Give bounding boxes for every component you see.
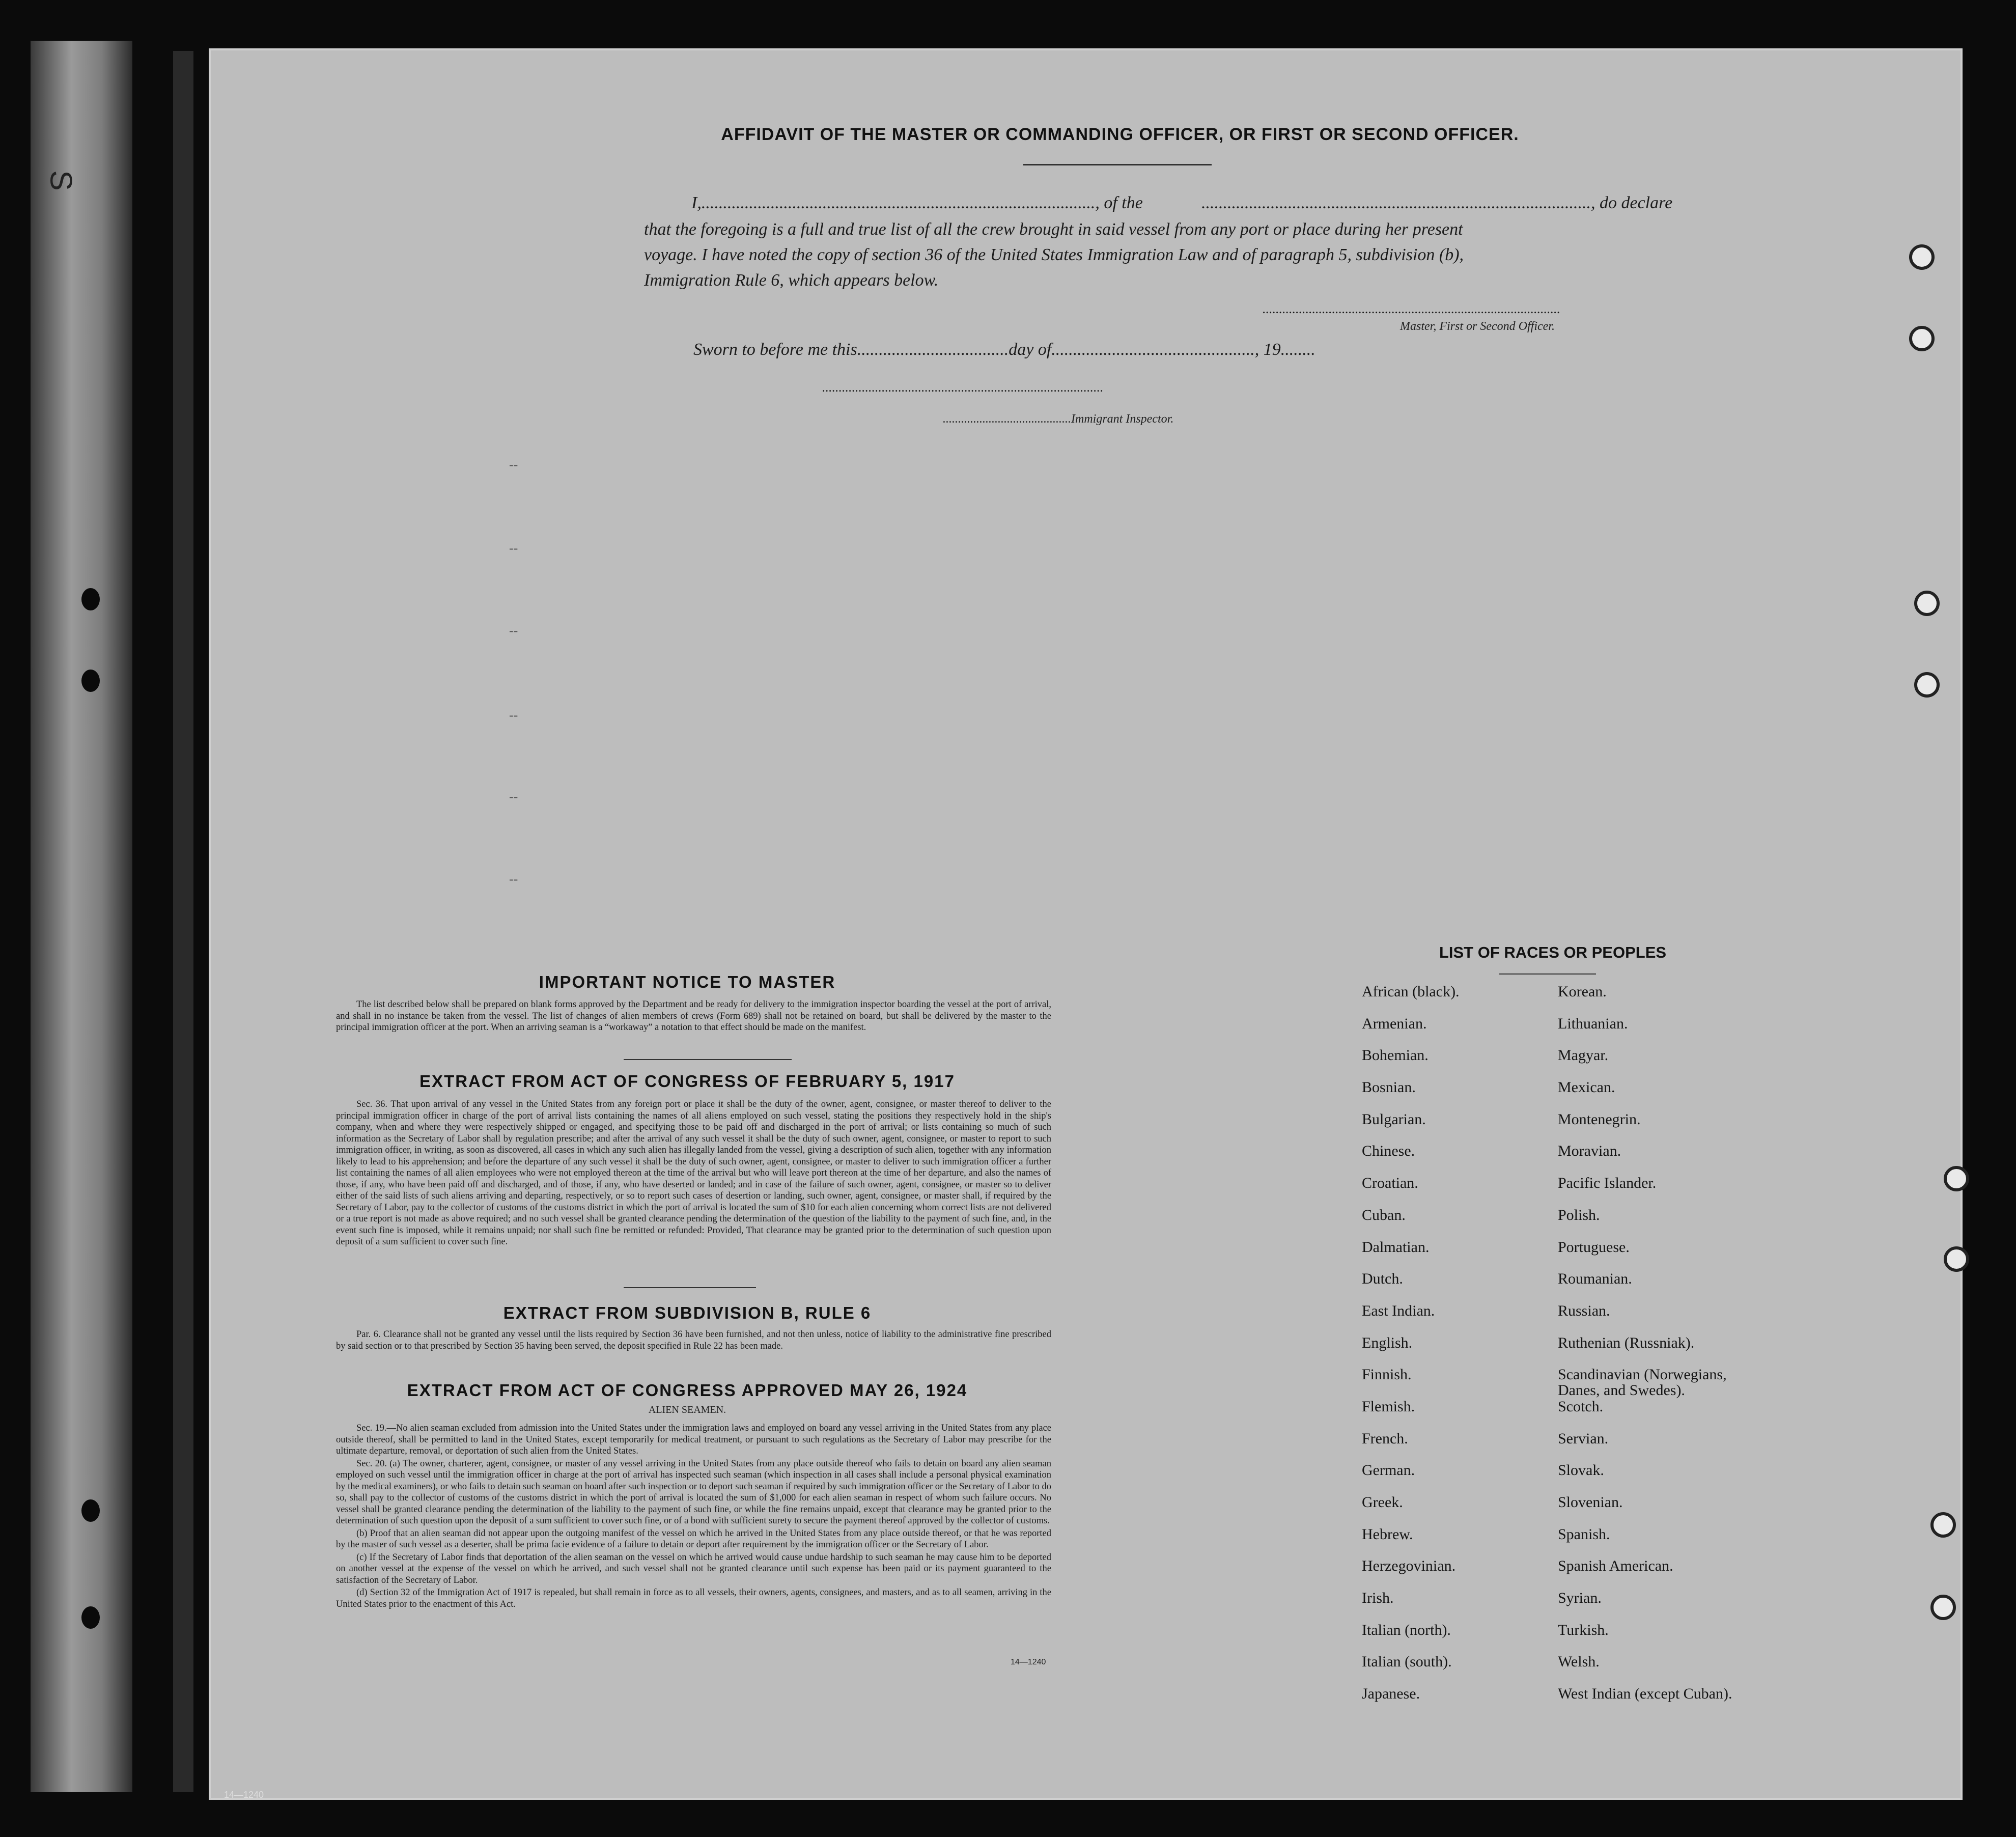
section-rule xyxy=(624,1287,756,1288)
race-item: Bohemian. xyxy=(1362,1047,1429,1064)
race-item: Ruthenian (Russniak). xyxy=(1558,1334,1695,1351)
title-rule xyxy=(1023,164,1212,165)
sworn-line: Sworn to before me this...................................day of..............................................., 19........ xyxy=(693,340,1315,359)
race-item: African (black). xyxy=(1362,983,1460,1000)
race-item: Herzegovinian. xyxy=(1362,1557,1456,1575)
race-item: Bosnian. xyxy=(1362,1079,1416,1096)
races-right-column xyxy=(1558,984,1792,1718)
punch-hole xyxy=(1909,326,1935,351)
binding-mark: S xyxy=(44,170,78,191)
race-item: Slovenian. xyxy=(1558,1494,1623,1511)
race-item: Roumanian. xyxy=(1558,1270,1632,1288)
race-item: Korean. xyxy=(1558,983,1607,1000)
punch-hole xyxy=(1909,244,1935,270)
race-item: Dalmatian. xyxy=(1362,1238,1430,1256)
affidavit-line2: that the foregoing is a full and true list of all the crew brought in said vessel from any port or place during her present xyxy=(644,220,1463,239)
sec20b-text: (b) Proof that an alien seaman did not appear upon the outgoing manifest of the vessel on which he arrived in the United States from any place outside thereof, or that he was reported by the master of such vessel as a deserter, shall be prima facie evidence of a failure to detain or deport after requirement by the immigration officer or the Secretary of Labor. xyxy=(336,1528,1051,1550)
race-item: Spanish American. xyxy=(1558,1557,1673,1575)
sec20d-text: (d) Section 32 of the Immigration Act of 1917 is repealed, but shall remain in force as to all vessels, their owners, agents, consignees, and masters, and as to all seamen, arriving in the United States prior to the enactment of this Act. xyxy=(336,1588,1051,1609)
notice-text: The list described below shall be prepared on blank forms approved by the Department and be ready for delivery to the immigration inspector boarding the vessel at the port of arrival, and shall in no instance be taken from the vessel. The list of changes of alien members of crews (Form 689) shall not be retained on board, but shall be delivered by the master to the principal immigration officer at the port. When an arriving seaman is a “workaway” a notation to that effect should be made on the manifest. xyxy=(336,999,1051,1033)
race-item: Armenian. xyxy=(1362,1015,1427,1032)
form-code: 14—1240 xyxy=(1011,1658,1046,1666)
punch-hole xyxy=(1930,1595,1956,1620)
race-item: Bulgarian. xyxy=(1362,1110,1426,1128)
ghost-dash: -- xyxy=(509,789,518,804)
punch-hole xyxy=(1914,591,1940,616)
races-rule xyxy=(1499,973,1596,975)
extract-1924-body xyxy=(336,1423,1051,1611)
race-item: Polish. xyxy=(1558,1206,1600,1223)
race-item: Greek. xyxy=(1362,1494,1403,1511)
race-item: Mexican. xyxy=(1558,1079,1615,1096)
sec20c-text: (c) If the Secretary of Labor finds that deportation of the alien seaman on the vessel on which he arrived would cause undue hardship to such seaman he may cause him to be deported on another vessel at the expense of the vessel on which he arrived, and such vessel shall not be granted clearance until such expense has been paid or its payment guaranteed to the satisfaction of the Secretary of Labor. xyxy=(336,1552,1051,1585)
binding-hole xyxy=(81,588,100,610)
section-rule xyxy=(624,1059,792,1060)
race-item: Moravian. xyxy=(1558,1143,1621,1160)
sec36-text: Sec. 36. That upon arrival of any vessel in the United States from any foreign port or place it shall be the duty of the owner, agent, consignee, or master thereof to deliver to the principal immigration officer in charge of the port of arrival lists containing the names of all aliens employed on such vessel, stating the positions they respectively hold in the ship's company, when and where they were respectively shipped or engaged, and specifying those to be paid off and discharged in the port of arrival; or lists containing so much of such information as the Secretary of Labor shall by regulation prescribe; and after the arrival of any such vessel it shall be the duty of such owner, agent, consignee, or master to report to such immigration officer, in writing, as soon as discovered, all cases in which any such alien has illegally landed from the vessel, giving a description of such alien, together with any information likely to lead to his apprehension; and before the departure of any such vessel it shall be the duty of such owner, agent, consignee, or master to deliver to such immigration officer a further list containing the names of all alien employees who were not employed thereon at the time of the arrival but who will leave port thereon at the time of her departure, and also the names of those, if any, who have been paid off and discharged, and of those, if any, who have deserted or landed; and in case of the failure of such owner, agent, consignee, or master so to deliver either of the said lists of such aliens arriving and departing, respectively, or so to report such cases of desertion or landing, such owner, agent, consignee, or master shall, if required by the Secretary of Labor, pay to the collector of customs of the customs district in which the port of arrival is located the sum of $10 for each alien concerning whom correct lists are not delivered or a true report is not made as above required; and no such vessel shall be granted clearance pending the determination of the question of the liability to the payment of such fine, and, in the event such fine is imposed, while it remains unpaid; nor shall such fine be remitted or refunded: Provided, That clearance may be granted prior to the determination of such question upon deposit of a sum sufficient to cover such fine. xyxy=(336,1099,1051,1247)
race-item: Syrian. xyxy=(1558,1590,1602,1607)
race-item: Magyar. xyxy=(1558,1047,1609,1064)
extract-rule6-title: EXTRACT FROM SUBDIVISION B, RULE 6 xyxy=(503,1303,872,1322)
race-item: French. xyxy=(1362,1430,1408,1447)
ghost-dash: -- xyxy=(509,457,518,472)
race-item: Lithuanian. xyxy=(1558,1015,1628,1032)
race-item: Italian (south). xyxy=(1362,1653,1452,1671)
race-item: Chinese. xyxy=(1362,1143,1415,1160)
ghost-dash: -- xyxy=(509,623,518,638)
race-item: Slovak. xyxy=(1558,1462,1604,1479)
race-item: Welsh. xyxy=(1558,1653,1600,1671)
race-item: Portuguese. xyxy=(1558,1238,1630,1256)
ghost-dash: -- xyxy=(509,541,518,555)
race-item: West Indian (except Cuban). xyxy=(1558,1685,1732,1703)
affidavit-line1-start: I,..........................................................................................., of the xyxy=(691,193,1143,212)
extract-rule6-body xyxy=(336,1329,1051,1353)
race-item: Servian. xyxy=(1558,1430,1609,1447)
race-item: Cuban. xyxy=(1362,1206,1406,1223)
punch-hole xyxy=(1944,1246,1969,1272)
notice-body xyxy=(336,999,1051,1035)
affidavit-title: AFFIDAVIT OF THE MASTER OR COMMANDING OFFICER, OR FIRST OR SECOND OFFICER. xyxy=(721,125,1519,144)
race-item: Montenegrin. xyxy=(1558,1110,1641,1128)
race-item: Finnish. xyxy=(1362,1366,1412,1383)
par6-text: Par. 6. Clearance shall not be granted any vessel until the lists required by Section 36 have been furnished, and not then unless, notice of liability to the administrative fine prescribed by said section or to that prescribed by Section 35 having been served, the deposit specified in Rule 22 has been made. xyxy=(336,1329,1051,1351)
extract-1924-title: EXTRACT FROM ACT OF CONGRESS APPROVED MAY 26, 1924 xyxy=(407,1381,968,1400)
race-item: Pacific Islander. xyxy=(1558,1175,1657,1192)
master-signature-label: Master, First or Second Officer. xyxy=(1400,320,1555,333)
inspector-signature-line: ..................................................................................... xyxy=(822,380,1104,395)
race-item: Scotch. xyxy=(1558,1398,1604,1415)
race-item: Dutch. xyxy=(1362,1270,1403,1288)
race-item: Russian. xyxy=(1558,1302,1610,1319)
affidavit-line1-mid: .........................................................................................., do declare xyxy=(1201,193,1673,212)
sec19-text: Sec. 19.—No alien seaman excluded from admission into the United States under the immigration laws and employed on board any vessel arriving in the United States from any place outside thereof, shall be permitted to land in the United States, except temporarily for medical treatment, or pursuant to such regulations as the Secretary of Labor may prescribe for the ultimate departure, removal, or deportation of such alien from the United States. xyxy=(336,1423,1051,1456)
races-title: LIST OF RACES OR PEOPLES xyxy=(1439,943,1667,961)
master-signature-line: .......................................................................................... xyxy=(1263,301,1560,316)
binding-hole xyxy=(81,1499,100,1522)
punch-hole xyxy=(1944,1166,1969,1191)
race-item: Irish. xyxy=(1362,1590,1394,1607)
extract-1917-title: EXTRACT FROM ACT OF CONGRESS OF FEBRUARY 5, 1917 xyxy=(419,1072,955,1091)
book-binding xyxy=(31,41,132,1792)
ghost-dash: -- xyxy=(509,872,518,886)
race-item: Flemish. xyxy=(1362,1398,1415,1415)
race-item: Japanese. xyxy=(1362,1685,1420,1703)
punch-hole xyxy=(1914,672,1940,698)
affidavit-line4: Immigration Rule 6, which appears below. xyxy=(644,271,939,290)
race-item: Italian (north). xyxy=(1362,1621,1451,1638)
extract-1917-body xyxy=(336,1099,1051,1249)
race-item: Scandinavian (Norwegians, Danes, and Swedes). xyxy=(1558,1366,1727,1399)
binding-hole xyxy=(81,670,100,692)
inspector-label: ..........................................Immigrant Inspector. xyxy=(943,412,1174,426)
race-item: German. xyxy=(1362,1462,1415,1479)
binding-strip xyxy=(173,51,193,1792)
ghost-dash: -- xyxy=(509,708,518,722)
notice-title: IMPORTANT NOTICE TO MASTER xyxy=(539,972,836,991)
affidavit-line3: voyage. I have noted the copy of section 36 of the United States Immigration Law and of paragraph 5, subdivision (b), xyxy=(644,245,1464,264)
race-item: Hebrew. xyxy=(1362,1525,1413,1543)
binding-hole xyxy=(81,1606,100,1629)
races-left-column xyxy=(1362,984,1576,1718)
race-item: English. xyxy=(1362,1334,1413,1351)
bottom-form-code: 14—1240 xyxy=(224,1790,264,1800)
race-item: Turkish. xyxy=(1558,1621,1609,1638)
race-item: Croatian. xyxy=(1362,1175,1418,1192)
punch-hole xyxy=(1930,1512,1956,1538)
race-item: Spanish. xyxy=(1558,1525,1610,1543)
sec20a-text: Sec. 20. (a) The owner, charterer, agent, consignee, or master of any vessel arriving in the United States from any place outside thereof who fails to detain on board any alien seaman employed on such vessel until the immigration officer in charge at the port of arrival has inspected such seaman (which inspection in all cases shall include a personal physical examination by the medical examiners), or who fails to detain such seaman on board after such inspection or to deport such seaman if required by such immigration officer or the Secretary of Labor to do so, shall pay to the collector of customs of the customs district in which the port of arrival is located the sum of $1,000 for each alien seaman in respect of whom such failure occurs. No vessel shall be granted clearance pending the determination of the liability to the payment of such fine, or while the fine remains unpaid, except that clearance may be granted prior to the determination of such question upon the deposit of a sum sufficient to cover such fine, or of a bond with sufficient surety to secure the payment thereof approved by the collector of customs. xyxy=(336,1458,1051,1526)
alien-seamen-subtitle: ALIEN SEAMEN. xyxy=(648,1404,726,1415)
race-item: East Indian. xyxy=(1362,1302,1435,1319)
